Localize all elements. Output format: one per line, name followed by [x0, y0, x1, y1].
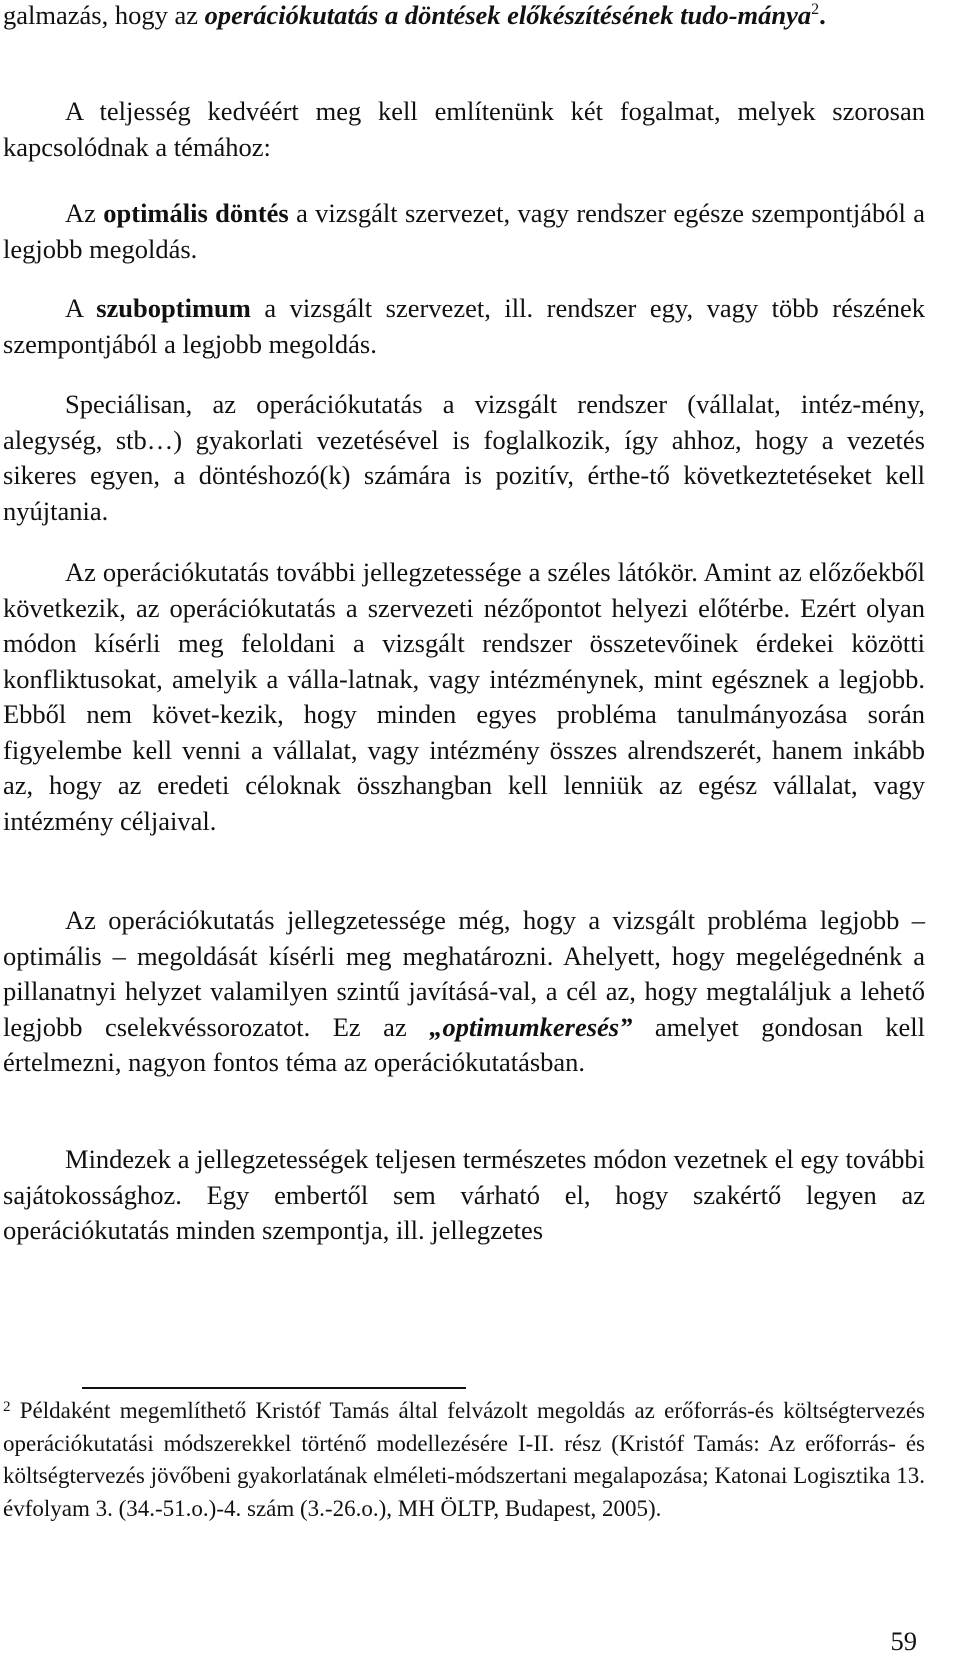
footnote-ref: 2: [811, 1, 820, 18]
page-number: 59: [890, 1626, 917, 1656]
p7-text-c: amelyet gondosan kell értelmezni, nagyon fontos téma az operációkutatásban.: [3, 1011, 925, 1077]
footnote-number: 2: [3, 1399, 11, 1415]
p4-text-a: A: [65, 293, 97, 323]
term-optimum-search: „optimumkeresés”: [429, 1011, 633, 1042]
term-suboptimum: szuboptimum: [96, 293, 251, 323]
p3-text-c: a vizsgált szervezet, vagy rendszer egésze szempontjából a legjobb megoldás.: [3, 198, 925, 264]
p7-text-a: Az operációkutatás jellegzetessége még, hogy a vizsgált probléma legjobb – optimális – megoldását kísérli meg meghatározni. Ahelyett, hogy megelégednénk a pillanatnyi helyzet valamilyen szintű javításá-val, a cél az, hogy megtaláljuk a lehető legjobb cselekvéssorozatot. Ez az: [3, 905, 925, 1042]
paragraph-broad-view: Az operációkutatás további jellegzetessége a széles látókör. Amint az előzőekből következik, az operációkutatás a szervezeti nézőpontot helyezi előtérbe. Ezért olyan módon kísérli meg feloldani a vizsgált rendszer összetevőinek érdekei közötti konfliktusokat, amelyik a válla-latnak, vagy intézménynek, mint egésznek a legjobb. Ebből nem követ-kezik, hogy minden egyes probléma tanulmányozása során figyelembe kell venni a vállalat, vagy intézmény összes alrendszerét, hanem inkább az, hogy az eredeti céloknak összhangban kell lenniük az egész vállalat, vagy intézmény céljaival.: [3, 557, 925, 836]
footnote-separator: [82, 1387, 466, 1389]
term-optimal-decision: optimális döntés: [103, 198, 289, 228]
paragraph-optimal-decision: [3, 196, 925, 267]
paragraph-specialty: Mindezek a jellegzetességek teljesen természetes módon vezetnek el egy további sajátokossághoz. Egy embertől sem várható el, hogy szakértő legyen az operációkutatás minden szempontja, ill. jellegzetes: [3, 1144, 925, 1245]
p1-emphasis: operációkutatás a döntések előkészítésének tudo-mánya: [204, 0, 812, 30]
p3-text-a: Az: [65, 198, 104, 228]
p1-end: .: [819, 0, 826, 30]
paragraph-suboptimum: [3, 291, 925, 362]
paragraph-intro-continuation: [3, 0, 925, 34]
paragraph-concepts-intro: A teljesség kedvéért meg kell említenünk két fogalmat, melyek szorosan kapcsolódnak a témához:: [3, 96, 925, 162]
p1-text: galmazás, hogy az: [3, 0, 205, 30]
footnote: [3, 1395, 925, 1525]
paragraph-optimum-search: [3, 903, 925, 1081]
footnote-text: Példaként megemlíthető Kristóf Tamás által felvázolt megoldás az erőforrás-és költségtervezés operációkutatási módszerekkel történő modellezésére I-II. rész (Kristóf Tamás: Az erőforrás- és költségtervezés jövőbeni gyakorlatának elméleti-módszertani megalapozása; Katonai Logisztika 13. évfolyam 3. (34.-51.o.)-4. szám (3.-26.o.), MH ÖLTP, Budapest, 2005).: [3, 1398, 925, 1521]
p4-text-c: a vizsgált szervezet, ill. rendszer egy, vagy több részének szempontjából a legjobb megoldás.: [3, 293, 925, 359]
paragraph-practical-management: Speciálisan, az operációkutatás a vizsgált rendszer (vállalat, intéz-mény, alegység, stb…) gyakorlati vezetésével is foglalkozik, így ahhoz, hogy a vezetés sikeres egyen, a döntéshozó(k) számára is pozitív, érthe-tő következtetéseket kell nyújtania.: [3, 389, 925, 526]
